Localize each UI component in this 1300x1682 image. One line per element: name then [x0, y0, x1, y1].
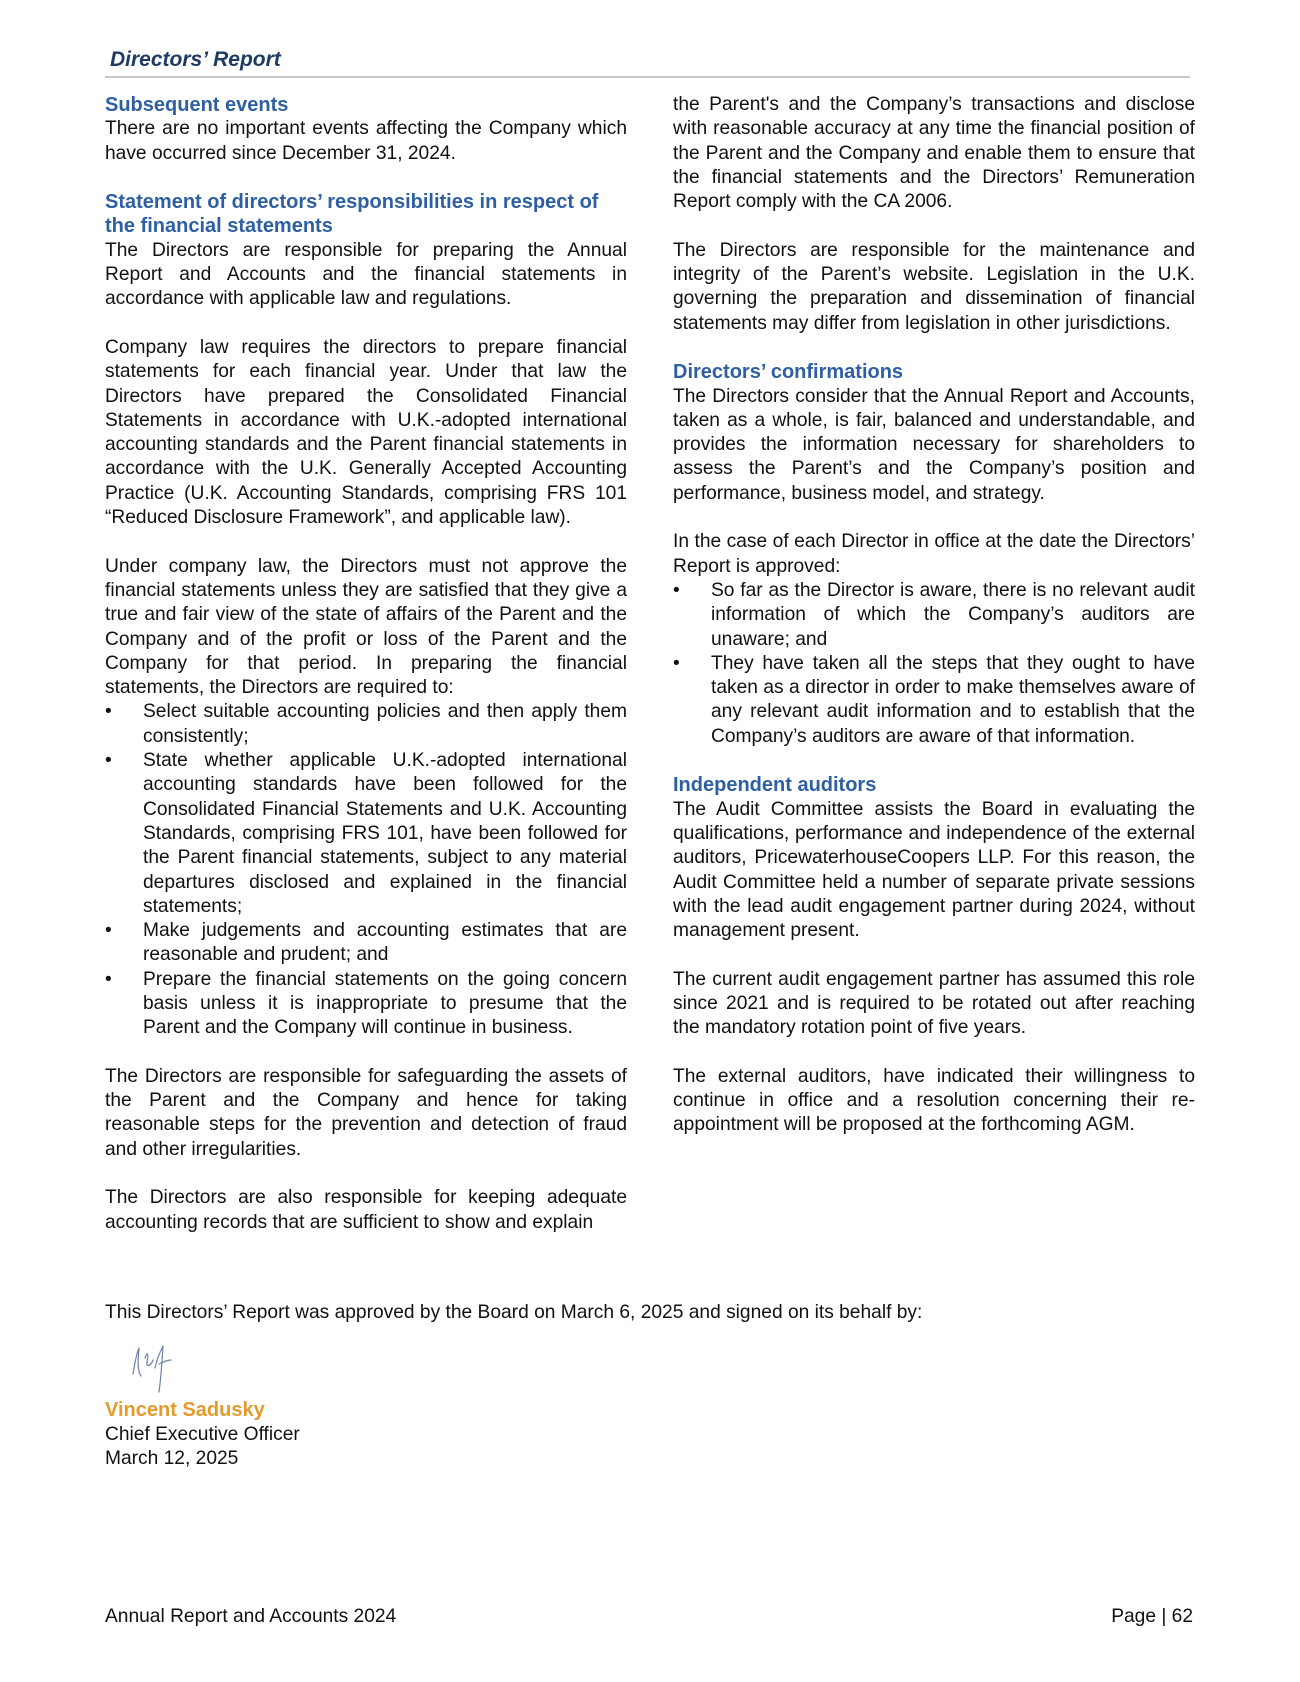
confirmations-heading: Directors’ confirmations — [673, 361, 904, 384]
signer-name: Vincent Sadusky — [105, 1399, 265, 1421]
header-divider — [105, 76, 1190, 78]
website-paragraph: The Directors are responsible for the maintenance and integrity of the Parent’s website. Legislation in the U.K. governing the preparation and dissemination of financial statements may differ from legislation in other jurisdictions. — [673, 239, 1195, 334]
page-number: Page | 62 — [1111, 1606, 1193, 1627]
directors-requirements-list — [105, 700, 627, 1040]
company-law-paragraph: Company law requires the directors to prepare financial statements for each financial year. Under that law the Directors have prepared the Consolidated Financial Statements in accordance with U.K.-adopted international accounting standards and the Parent financial statements in accordance with the U.K. Generally Accepted Accounting Practice (U.K. Accounting Standards, comprising FRS 101 “Reduced Disclosure Framework”, and applicable law). — [105, 336, 627, 529]
safeguarding-paragraph: The Directors are responsible for safeguarding the assets of the Parent and the Company and hence for taking reasonable steps for the prevention and detection of fraud and other irregularities. — [105, 1065, 627, 1160]
responsibilities-heading: Statement of directors’ responsibilities in respect of the financial statements — [105, 191, 599, 238]
page-header — [110, 48, 1190, 72]
engagement-partner-paragraph: The current audit engagement partner has assumed this role since 2021 and is required to be rotated out after reaching the mandatory rotation point of five years. — [673, 968, 1195, 1039]
list-item: • So far as the Director is aware, there is no relevant audit information of which the Company’s auditors are unaware; and — [673, 579, 1195, 650]
confirmations-paragraph: The Directors consider that the Annual Report and Accounts, taken as a whole, is fair, balanced and understandable, and provides the information necessary for shareholders to assess the Parent’s and the Company’s position and performance, business model, and strategy. — [673, 385, 1195, 504]
audit-committee-paragraph: The Audit Committee assists the Board in evaluating the qualifications, performance and independence of the external auditors, PricewaterhouseCoopers LLP. For this reason, the Audit Committee held a number of separate private sessions with the lead audit engagement partner during 2024, without management present. — [673, 798, 1195, 942]
subsequent-events-text: There are no important events affecting the Company which have occurred since December 31, 2024. — [105, 118, 627, 164]
left-column — [105, 93, 627, 1235]
list-item: • Select suitable accounting policies and then apply them consistently; — [105, 701, 627, 747]
reappointment-paragraph: The external auditors, have indicated their willingness to continue in office and a resolution concerning their re-appointment will be proposed at the forthcoming AGM. — [673, 1065, 1195, 1136]
auditors-heading: Independent auditors — [673, 774, 877, 797]
approval-conditions-paragraph: Under company law, the Directors must not approve the financial statements unless they are satisfied that they give a true and fair view of the state of affairs of the Parent and the Company and of the profit or loss of the Parent and the Company for that period. In preparing the financial statements, the Directors are required to: — [105, 555, 627, 699]
signature-image — [125, 1338, 185, 1394]
accounting-records-paragraph: The Directors are also responsible for keeping adequate accounting records that are sufficient to show and explain — [105, 1187, 627, 1233]
subsequent-events-heading: Subsequent events — [105, 94, 289, 116]
responsibilities-paragraph: The Directors are responsible for preparing the Annual Report and Accounts and the financial statements in accordance with applicable law and regulations. — [105, 239, 627, 310]
list-item: • State whether applicable U.K.-adopted international accounting standards have been followed for the Consolidated Financial Statements and U.K. Accounting Standards, comprising FRS 101, have been followed for the Parent financial statements, subject to any material departures disclosed and explained in the financial statements; — [105, 750, 627, 917]
list-item: • They have taken all the steps that they ought to have taken as a director in order to make themselves aware of any relevant audit information and to establish that the Company’s auditors are aware of that information. — [673, 652, 1195, 747]
right-column — [673, 93, 1195, 1138]
approval-statement: This Directors’ Report was approved by the Board on March 6, 2025 and signed on its behalf by: — [105, 1302, 923, 1323]
list-item: • Prepare the financial statements on the going concern basis unless it is inappropriate to presume that the Parent and the Company will continue in business. — [105, 968, 627, 1039]
transactions-paragraph: the Parent's and the Company’s transactions and disclose with reasonable accuracy at any time the financial position of the Parent and the Company and enable them to ensure that the financial statements and the Directors’ Remuneration Report comply with the CA 2006. — [673, 94, 1195, 213]
signer-title: Chief Executive Officer — [105, 1424, 300, 1445]
confirmations-list — [673, 579, 1195, 749]
signature-date: March 12, 2025 — [105, 1448, 239, 1469]
header-title: Directors’ Report — [110, 48, 281, 71]
list-item: • Make judgements and accounting estimates that are reasonable and prudent; and — [105, 920, 627, 966]
footer-report-title: Annual Report and Accounts 2024 — [105, 1606, 397, 1627]
director-in-office-paragraph: In the case of each Director in office at the date the Directors’ Report is approved: — [673, 531, 1195, 577]
